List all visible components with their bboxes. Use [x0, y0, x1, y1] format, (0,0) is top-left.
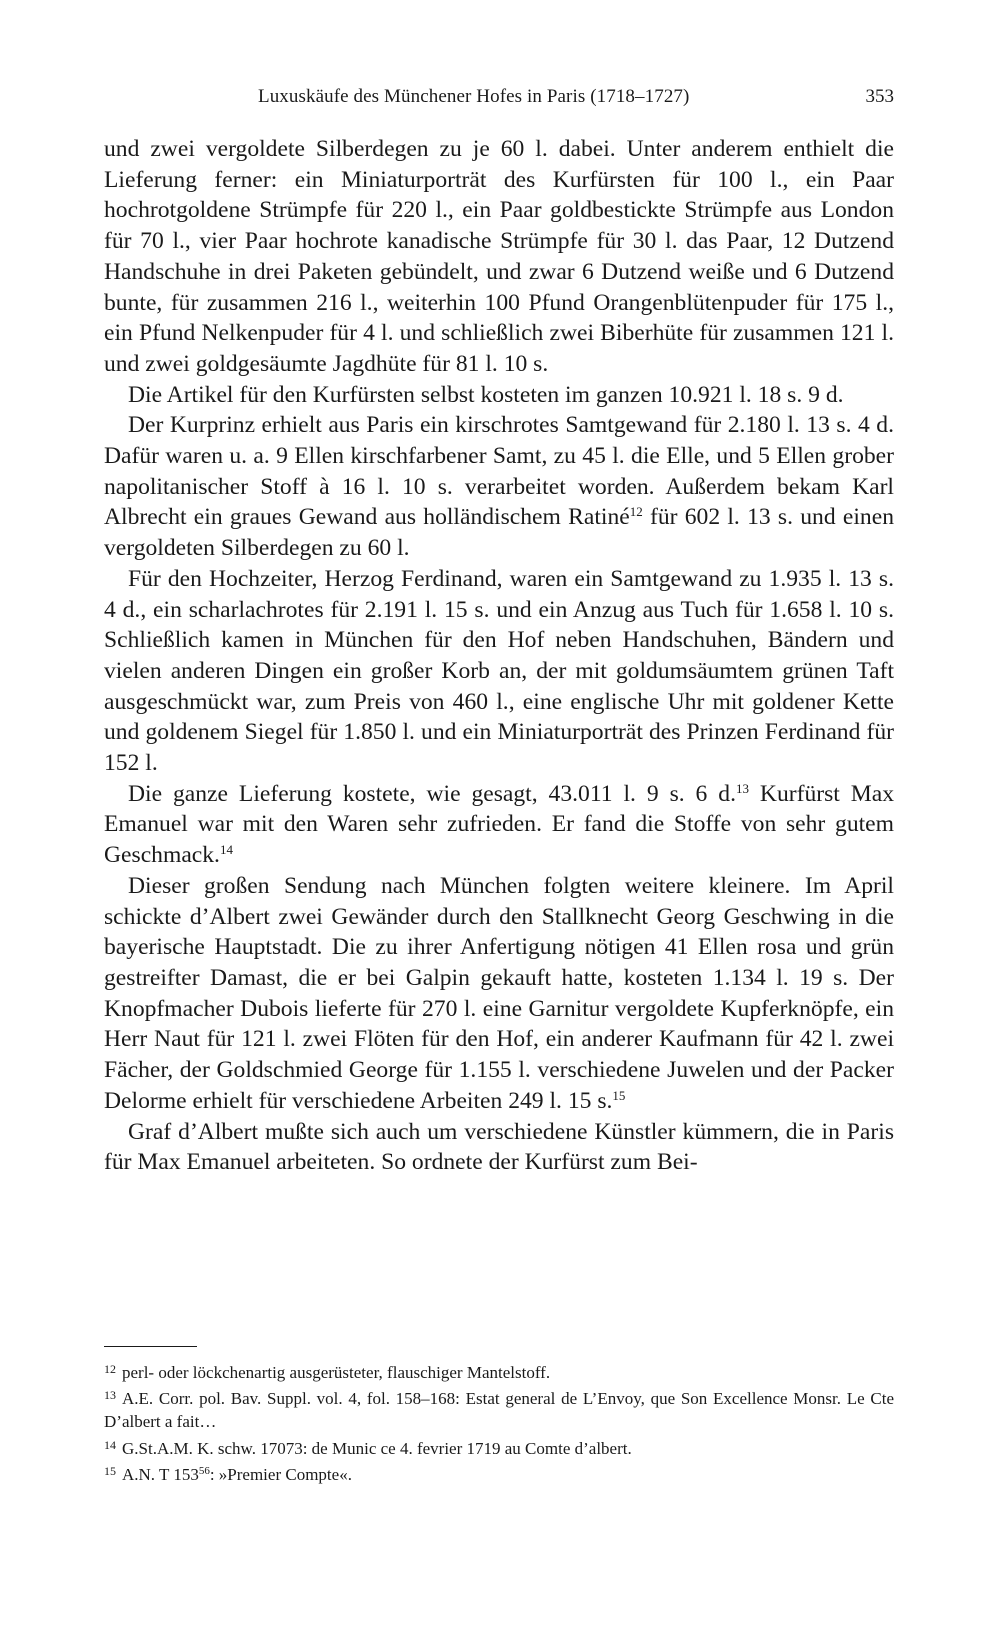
text-run: perl- oder löckchenartig ausgerüsteter, flauschiger Mantelstoff.	[122, 1363, 551, 1382]
text-run: für 602 l. 13 s. und einen vergoldeten Silberdegen zu 60 l.	[104, 504, 894, 562]
footnote	[104, 1460, 894, 1486]
paragraph	[104, 410, 894, 564]
footnote	[104, 1384, 894, 1433]
footnote-reference: 14	[219, 842, 233, 858]
paragraph	[104, 564, 894, 779]
body-text	[104, 134, 894, 1178]
text-run: Für den Hochzeiter, Herzog Ferdinand, waren ein Samtgewand zu 1.935 l. 13 s. 4 d., ein scharlachrotes für 2.191 l. 15 s. und ein Anzug aus Tuch für 1.658 l. 10 s. Schließlich kamen in München für den Hof neben Handschuhen, Bändern und vielen anderen Dingen ein großer Korb an, der mit goldumsäumtem grünen Taft ausgeschmückt war, zum Preis von 460 l., eine englische Uhr mit goldener Kette und goldenem Siegel für 1.850 l. und ein Miniaturporträt des Prinzen Ferdinand für 152 l.	[104, 565, 894, 777]
text-run: Graf d’Albert mußte sich auch um verschiedene Künstler kümmern, die in Paris für Max Emanuel arbeiteten. So ordnete der Kurfürst zum Bei-	[104, 1118, 894, 1176]
text-run: A.E. Corr. pol. Bav. Suppl. vol. 4, fol. 158–168: Estat general de L’Envoy, que Son Excellence Monsr. Le Cte D’albert a fait…	[104, 1389, 894, 1432]
paragraph	[104, 380, 894, 411]
footnote-reference: 56	[198, 1464, 210, 1477]
page-number: 353	[865, 86, 894, 107]
footnote-number: 15	[104, 1463, 116, 1478]
text-run: und zwei vergoldete Silberdegen zu je 60 l. dabei. Unter anderem enthielt die Lieferung ferner: ein Miniaturporträt des Kurfürsten für 100 l., ein Paar hochrotgoldene Strümpfe für 220 l., ein Paar goldbestickte Strümpfe aus London für 70 l., vier Paar hochrote kanadische Strümpfe für 30 l. das Paar, 12 Dutzend Handschuhe in drei Paketen gebündelt, und zwar 6 Dutzend weiße und 6 Dutzend bunte, für zusammen 216 l., weiterhin 100 Pfund Orangenblütenpuder für 175 l., ein Pfund Nelkenpuder für 4 l. und schließlich zwei Biberhüte für zusammen 121 l. und zwei goldgesäumte Jagdhüte für 81 l. 10 s.	[104, 136, 894, 377]
text-run: Die ganze Lieferung kostete, wie gesagt, 43.011 l. 9 s. 6 d.	[128, 780, 736, 807]
paragraph	[104, 134, 894, 380]
footnote-separator	[104, 1346, 197, 1347]
paragraph	[104, 871, 894, 1117]
text-run: Der Kurprinz erhielt aus Paris ein kirschrotes Samtgewand für 2.180 l. 13 s. 4 d. Dafür waren u. a. 9 Ellen kirschfarbener Samt, zu 45 l. die Elle, und 5 Ellen grober napolitanischer Stoff à 16 l. 10 s. verarbeitet worden. Außerdem bekam Karl Albrecht ein graues Gewand aus holländischem Ratiné	[104, 412, 894, 531]
text-run: : »Premier Compte«.	[209, 1464, 352, 1484]
paragraph	[104, 1117, 894, 1178]
footnote-number: 12	[104, 1362, 116, 1376]
paragraph	[104, 779, 894, 871]
footnote-number: 14	[104, 1437, 116, 1452]
footnote-reference: 13	[735, 780, 749, 796]
running-title: Luxuskäufe des Münchener Hofes in Paris (1718–1727)	[258, 86, 690, 107]
footnotes	[104, 1358, 894, 1486]
footnote-number: 13	[104, 1388, 116, 1403]
footnote-reference: 15	[612, 1087, 626, 1103]
page-header	[104, 86, 894, 116]
footnote	[104, 1358, 894, 1384]
text-run: Die Artikel für den Kurfürsten selbst kosteten im ganzen 10.921 l. 18 s. 9 d.	[128, 381, 844, 408]
footnote	[104, 1434, 894, 1460]
text-run: Kurfürst Max Emanuel war mit den Waren sehr zufrieden. Er fand die Stoffe von sehr gutem Geschmack.	[104, 780, 895, 869]
text-run: A.N. T 153	[122, 1464, 199, 1484]
text-run: G.St.A.M. K. schw. 17073: de Munic ce 4. fevrier 1719 au Comte d’albert.	[122, 1438, 632, 1458]
text-run: Dieser großen Sendung nach München folgten weitere kleinere. Im April schickte d’Albert zwei Gewänder durch den Stallknecht Georg Geschwing in die bayerische Hauptstadt. Die zu ihrer Anfertigung nötigen 41 Ellen rosa und grün gestreifter Damast, die er bei Galpin gekauft hatte, kosteten 1.134 l. 19 s. Der Knopfmacher Dubois lieferte für 270 l. eine Garnitur vergoldete Kupferknöpfe, ein Herr Naut für 121 l. zwei Flöten für den Hof, ein anderer Kaufmann für 42 l. zwei Fächer, der Goldschmied George für 1.155 l. verschiedene Juwelen und der Packer Delorme erhielt für verschiedene Arbeiten 249 l. 15 s.	[104, 872, 894, 1114]
footnote-reference: 12	[629, 504, 643, 520]
